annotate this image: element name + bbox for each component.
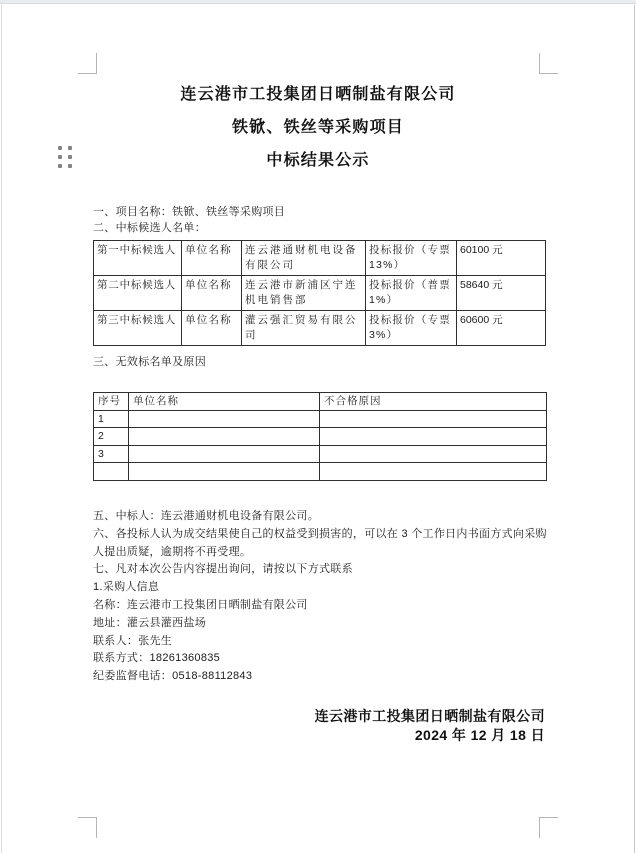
table-header-row <box>94 393 547 411</box>
title-announcement: 中标结果公示 <box>266 152 370 169</box>
para-candidates-list-label: 二、中标候选人名单： <box>93 221 206 234</box>
cell-company: 连云港市新浦区宁连机电销售部 <box>242 276 366 311</box>
cell-price: 60100 元 <box>457 241 546 276</box>
table-row <box>94 428 547 446</box>
cell-price-label: 投标报价（普票1%） <box>366 276 457 311</box>
cell-rank: 第一中标候选人 <box>94 241 182 276</box>
cell-company <box>129 463 320 481</box>
cell-no: 2 <box>94 428 129 446</box>
cell-rank: 第三中标候选人 <box>94 311 182 346</box>
cell-reason <box>320 463 547 481</box>
cell-price: 58640 元 <box>457 276 546 311</box>
table-row <box>94 276 546 311</box>
page-gap-band <box>0 0 636 4</box>
cell-no <box>94 463 129 481</box>
para-inquiry: 七、凡对本次公告内容提出询问，请按以下方式联系 <box>93 563 353 576</box>
signature-company: 连云港市工投集团日晒制盐有限公司 <box>314 708 545 724</box>
para-project-name: 一、项目名称：铁锨、铁丝等采购项目 <box>93 206 286 218</box>
contact-phone: 联系方式：18261360835 <box>93 652 221 665</box>
title-project: 铁锨、铁丝等采购项目 <box>231 119 404 136</box>
cell-reason <box>320 410 547 428</box>
cell-price-label: 投标报价（专票13%） <box>366 241 457 276</box>
cell-price: 60600 元 <box>457 311 546 346</box>
cell-name-label: 单位名称 <box>182 276 242 311</box>
invalid-bids-table <box>93 392 547 481</box>
para-winner: 五、中标人：连云港通财机电设备有限公司。 <box>93 510 319 522</box>
header-company: 单位名称 <box>129 393 320 411</box>
closing-paragraphs <box>93 508 547 686</box>
table-row <box>94 410 547 428</box>
table-row <box>94 311 546 346</box>
cell-no: 3 <box>94 445 129 463</box>
cell-reason <box>320 445 547 463</box>
cell-name-label: 单位名称 <box>182 311 242 346</box>
contact-person: 联系人：张先生 <box>93 634 173 647</box>
margin-mark-top-left <box>78 53 97 74</box>
table-row <box>94 445 547 463</box>
para-objection-line2: 人提出质疑，逾期将不再受理。 <box>93 545 252 558</box>
cell-company: 连云港通财机电设备有限公司 <box>242 241 366 276</box>
document-titles <box>0 78 636 177</box>
buyer-address: 地址：灌云县灌西盐场 <box>93 616 206 629</box>
cell-rank: 第二中标候选人 <box>94 276 182 311</box>
buyer-info-title: 1.采购人信息 <box>93 581 160 594</box>
cell-company: 灌云强汇贸易有限公司 <box>242 311 366 346</box>
signature-date: 2024 年 12 月 18 日 <box>414 727 545 743</box>
buyer-name: 名称：连云港市工投集团日晒制盐有限公司 <box>93 598 308 611</box>
para-objection-line1: 六、各投标人认为成交结果使自己的权益受到损害的，可以在 3 个工作日内书面方式向采购 <box>93 527 547 540</box>
cell-company <box>129 410 320 428</box>
header-no: 序号 <box>94 393 129 411</box>
cell-company <box>129 428 320 446</box>
header-reason: 不合格原因 <box>320 393 547 411</box>
supervision-phone: 纪委监督电话：0518-88112843 <box>93 670 253 683</box>
cell-reason <box>320 428 547 446</box>
candidates-table <box>93 240 546 346</box>
margin-mark-bottom-left <box>78 817 97 838</box>
para-invalid-bids-heading: 三、无效标名单及原因 <box>93 356 206 368</box>
margin-mark-top-right <box>539 53 558 74</box>
cell-company <box>129 445 320 463</box>
margin-mark-bottom-right <box>539 817 558 838</box>
cell-no: 1 <box>94 410 129 428</box>
cell-price-label: 投标报价（专票3%） <box>366 311 457 346</box>
table-row <box>94 463 547 481</box>
cell-name-label: 单位名称 <box>182 241 242 276</box>
signature-block <box>315 707 545 745</box>
table-row <box>94 241 546 276</box>
intro-paragraphs <box>93 205 285 236</box>
title-company: 连云港市工投集团日晒制盐有限公司 <box>180 86 456 103</box>
